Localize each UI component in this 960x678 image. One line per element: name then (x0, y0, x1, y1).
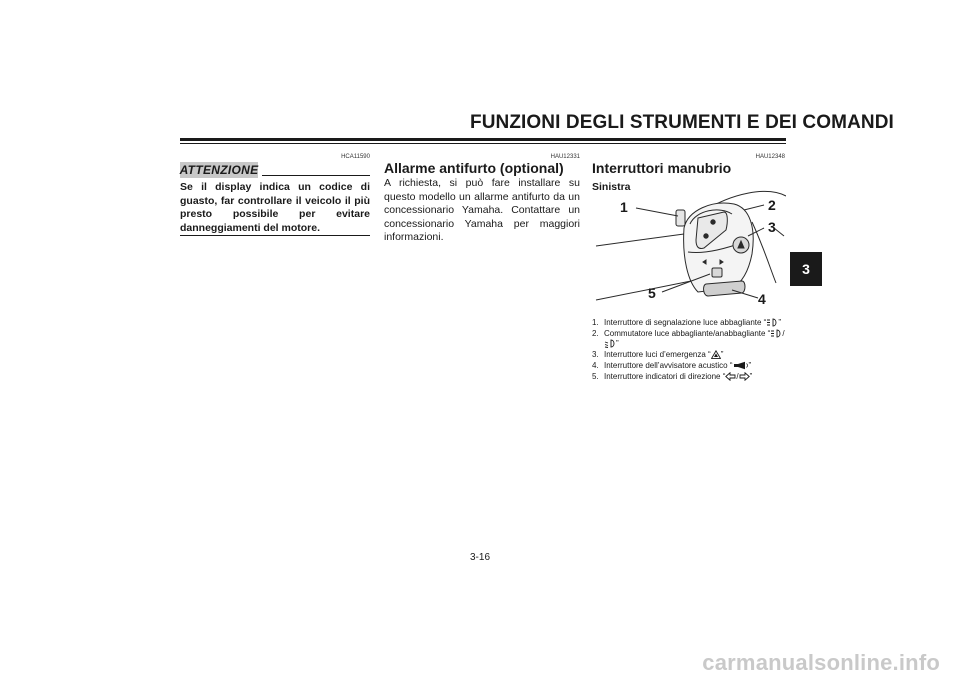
alarm-text: A richiesta, si può fare installare su questo modello un allarme antifurto da un concessionario Yamaha. Contattare un concessionario Yamaha per maggiori informazioni. (384, 177, 580, 243)
figure-label-1: 1 (620, 199, 628, 215)
alarm-code: HAU12331 (550, 154, 580, 160)
page-title: FUNZIONI DEGLI STRUMENTI E DEI COMANDI (470, 112, 894, 133)
figure-label-2: 2 (768, 197, 776, 213)
caution-rule (262, 175, 370, 176)
caption-number: 1. (592, 318, 599, 327)
chapter-tab[interactable]: 3 (790, 252, 822, 286)
high-beam-icon (770, 329, 785, 338)
caption-text-end: ” (749, 372, 753, 381)
caution-badge: ATTENZIONE (179, 163, 259, 177)
figure-label-3: 3 (768, 219, 776, 235)
header-rule-thin (180, 143, 786, 144)
caution-code: HCA11590 (341, 154, 370, 160)
caption-item-2 (592, 329, 792, 349)
high-beam-icon (766, 318, 778, 327)
caption-item-1 (592, 318, 792, 328)
caption-text-end: ” (720, 350, 724, 359)
figure-label-5: 5 (648, 285, 656, 301)
caption-text-end: ” (748, 361, 752, 370)
caption-item-3 (592, 350, 792, 360)
caption-item-5 (592, 372, 792, 382)
caption-number: 5. (592, 372, 599, 381)
caption-separator: / (782, 329, 785, 338)
horn-icon (733, 361, 749, 370)
low-beam-icon (604, 339, 616, 348)
watermark: carmanualsonline.info (702, 650, 940, 675)
caption-separator: / (736, 372, 739, 381)
alarm-title: Allarme antifurto (optional) (384, 160, 564, 176)
figure-caption-list (592, 318, 792, 383)
caption-number: 3. (592, 350, 599, 359)
caption-text: Commutatore luce abbagliante/anabbagliante “ (604, 329, 771, 338)
caption-text: Interruttore di segnalazione luce abbagliante “ (604, 318, 767, 327)
figure-label-4: 4 (758, 291, 766, 307)
switches-code: HAU12348 (755, 154, 785, 160)
caption-text: Interruttore indicatori di direzione “ (604, 372, 726, 381)
caption-number: 4. (592, 361, 599, 370)
caption-text: Interruttore dell’avvisatore acustico “ (604, 361, 733, 370)
switches-title: Interruttori manubrio (592, 160, 732, 176)
caption-item-4 (592, 361, 792, 371)
switches-subtitle: Sinistra (592, 181, 631, 193)
caption-number: 2. (592, 329, 599, 338)
handlebar-switch-illustration (592, 188, 786, 310)
caption-text-end: ” (616, 339, 619, 348)
caution-end-rule (180, 235, 370, 236)
turn-right-icon (739, 372, 750, 381)
caution-text: Se il display indica un codice di guasto, far controllare il veicolo il più presto possibile per evitare danneggiamenti del motore. (180, 181, 370, 234)
caption-text-end: ” (778, 318, 781, 327)
page-number: 3-16 (469, 552, 490, 563)
header-rule-thick (180, 138, 786, 141)
turn-left-icon (725, 372, 739, 381)
hazard-icon (711, 350, 721, 359)
caption-text: Interruttore luci d’emergenza “ (604, 350, 711, 359)
